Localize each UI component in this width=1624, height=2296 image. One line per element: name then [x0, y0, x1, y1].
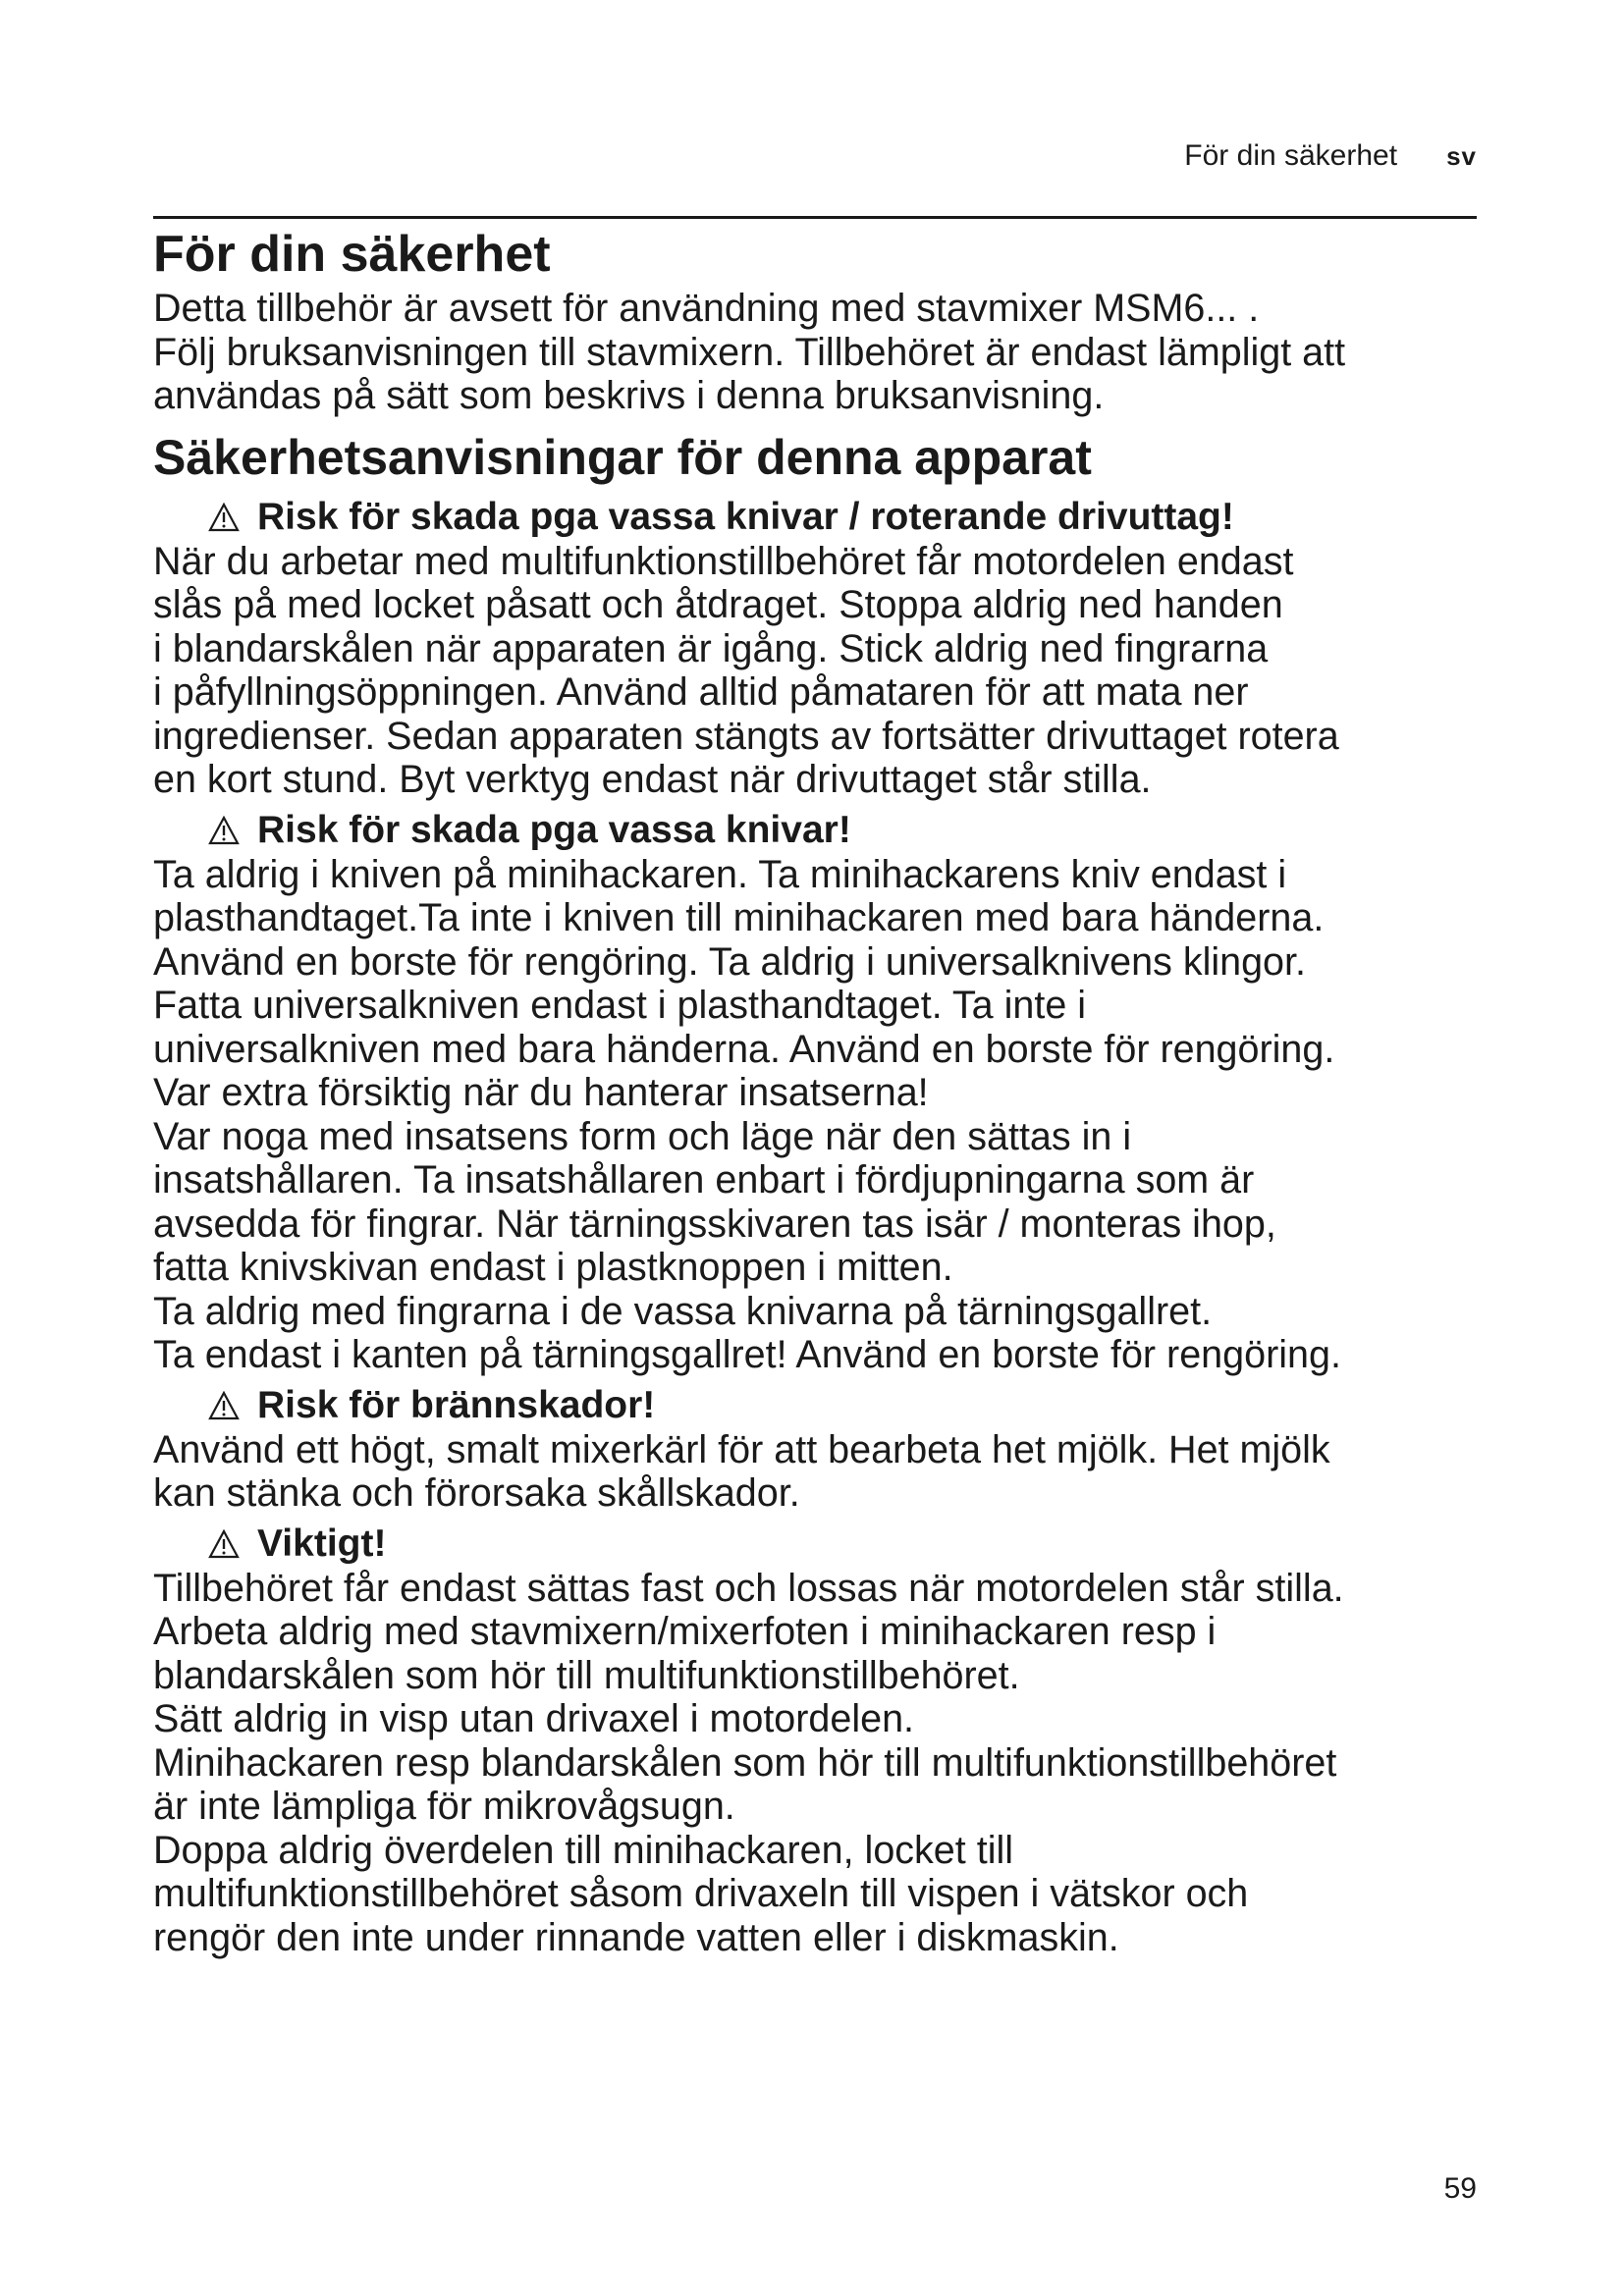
warning-heading-text: Viktigt!: [257, 1522, 387, 1565]
warning-triangle-icon: [208, 1529, 240, 1559]
warning-text-2: Ta aldrig i kniven på minihackaren. Ta minihackarens kniv endast i plasthandtaget.Ta inte i kniven till minihackaren med bara händerna. Använd en borste för rengöring. Ta aldrig i universalknivens klingor. Fatta universalkniven endast i plasthandtaget. Ta inte i universalkniven med bara händerna. Använd en borste för rengöring. Var extra försiktig när du hanterar insatserna! Var noga med insatsens form och läge när den sättas in i insatshållaren. Ta insatshållaren enbart i fördjupningarna som är avsedda för fingrar. När tärningsskivaren tas isär / monteras ihop, fatta knivskivan endast i plastknoppen i mitten. Ta aldrig med fingrarna i de vassa knivarna på tärningsgallret. Ta endast i kanten på tärningsgallret! Använd en borste för rengöring.: [153, 852, 1341, 1376]
header-language-code: sv: [1446, 141, 1477, 171]
warning-triangle-icon: [208, 503, 240, 532]
warning-triangle-icon: [208, 1391, 240, 1420]
warning-text-1: När du arbetar med multifunktionstillbehöret får motordelen endast slås på med locket påsatt och åtdraget. Stoppa aldrig ned handen i blandarskålen när apparaten är igång. Stick aldrig ned fingrarna i påfyllningsöppningen. Använd alltid påmataren för att mata ner ingredienser. Sedan apparaten stängts av fortsätter drivuttaget rotera en kort stund. Byt verktyg endast när drivuttaget står stilla.: [153, 539, 1339, 801]
header-section-title: För din säkerhet: [1184, 139, 1398, 172]
intro-paragraph: Detta tillbehör är avsett för användning med stavmixer MSM6... . Följ bruksanvisningen till stavmixern. Tillbehöret är endast lämpligt att användas på sätt som beskrivs i denna bruksanvisning.: [153, 287, 1346, 417]
page-number: 59: [1443, 2172, 1477, 2205]
main-content: [153, 222, 1489, 1959]
warning-heading-text: Risk för skada pga vassa knivar / roterande drivuttag!: [257, 495, 1234, 538]
warning-heading-text: Risk för brännskador!: [257, 1383, 656, 1426]
warning-text-4: Tillbehöret får endast sättas fast och lossas när motordelen står stilla. Arbeta aldrig med stavmixern/mixerfoten i minihackaren resp i blandarskålen som hör till multifunktionstillbehöret. Sätt aldrig in visp utan drivaxel i motordelen. Minihackaren resp blandarskålen som hör till multifunktionstillbehöret är inte lämpliga för mikrovågsugn. Doppa aldrig överdelen till minihackaren, locket till multifunktionstillbehöret såsom drivaxeln till vispen i vätskor och rengör den inte under rinnande vatten eller i diskmaskin.: [153, 1566, 1344, 1959]
warning-heading-3: [153, 1383, 1489, 1428]
warning-heading-text: Risk för skada pga vassa knivar!: [257, 808, 851, 851]
warning-heading-1: [153, 495, 1489, 540]
warning-triangle-icon: [208, 816, 240, 845]
warning-text-3: Använd ett högt, smalt mixerkärl för att bearbeta het mjölk. Het mjölk kan stänka och förorsaka skållskador.: [153, 1427, 1330, 1515]
running-header: [1184, 139, 1477, 173]
warning-heading-4: [153, 1522, 1489, 1567]
page-title: För din säkerhet: [153, 226, 551, 283]
section-heading: Säkerhetsanvisningar för denna apparat: [153, 429, 1092, 485]
header-rule: [153, 216, 1477, 219]
warning-heading-2: [153, 808, 1489, 853]
